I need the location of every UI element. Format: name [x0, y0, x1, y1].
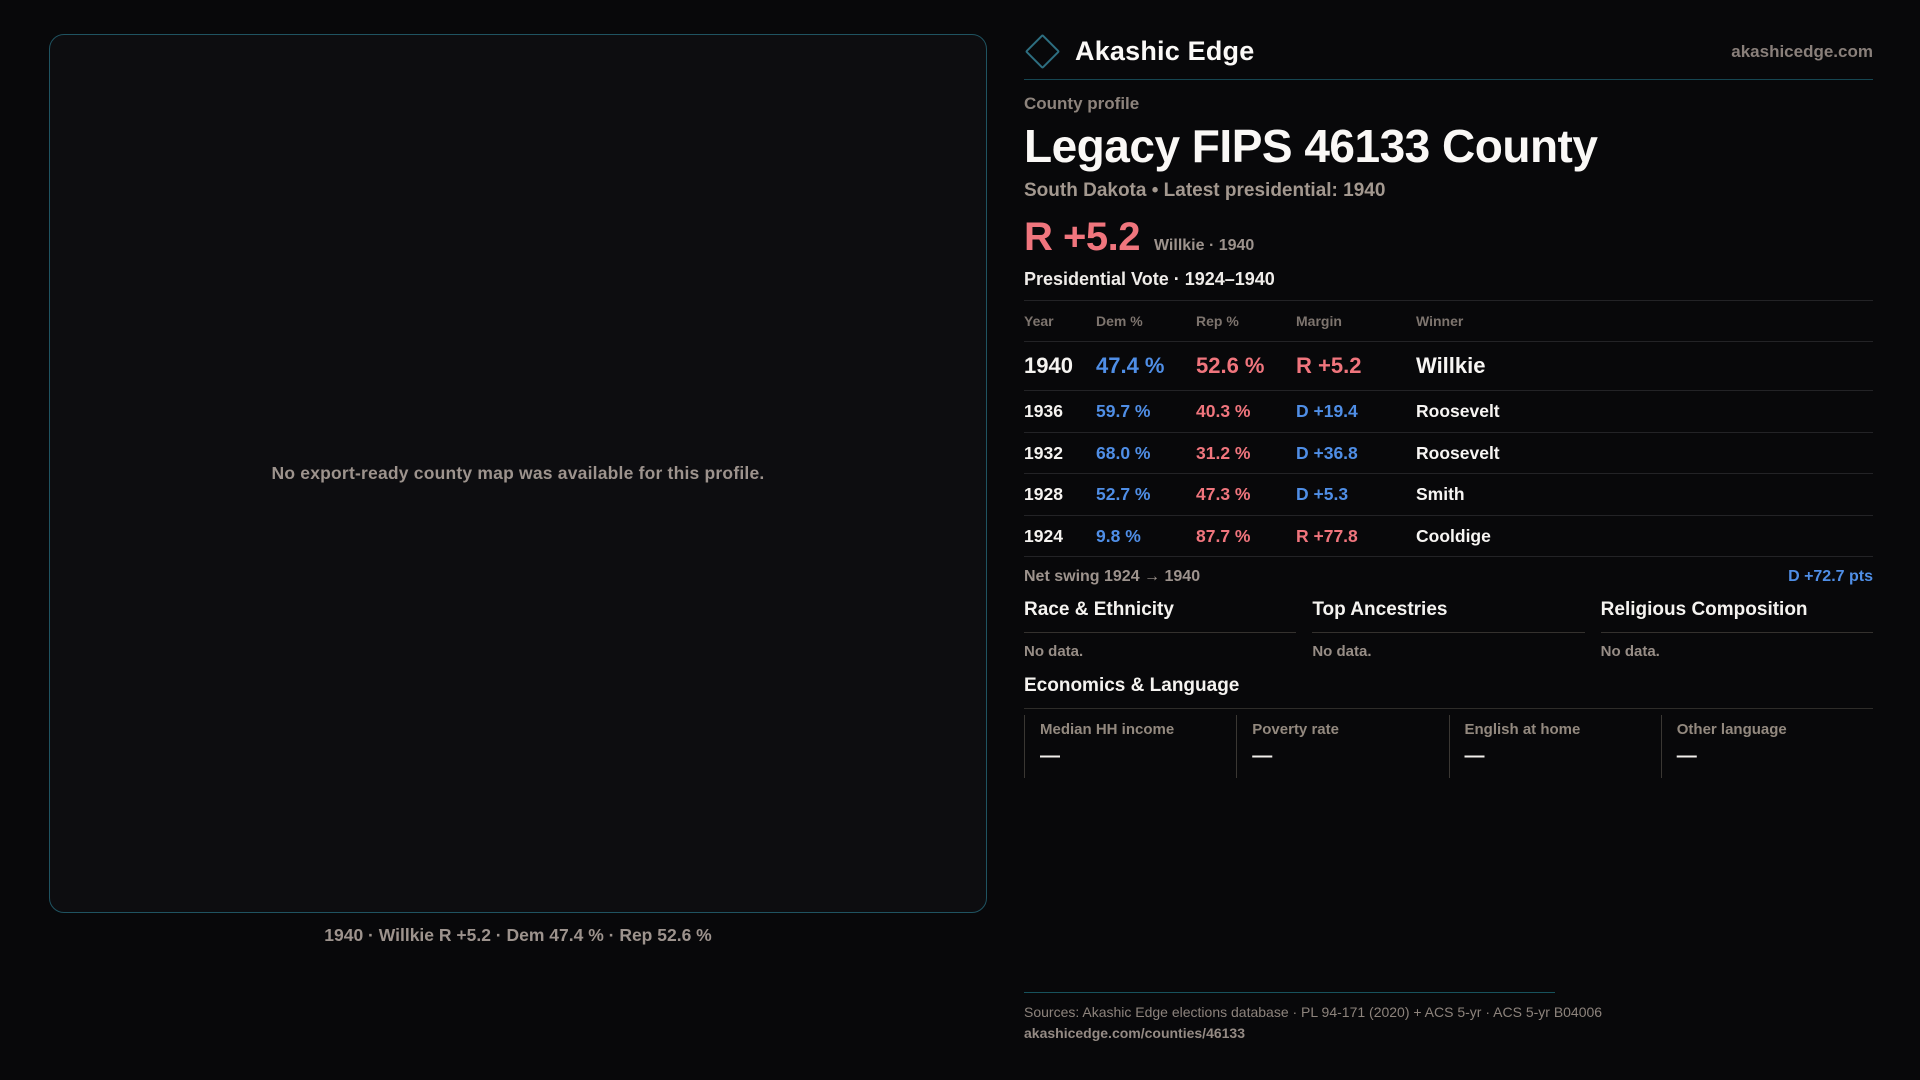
county-profile-panel [1024, 0, 1873, 1080]
stat-english-at-home [1449, 715, 1661, 778]
section-empty-text: No data. [1024, 643, 1084, 661]
dem-cell: 68.0 % [1096, 442, 1151, 463]
col-header-dem: Dem % [1096, 313, 1143, 330]
vote-table-title: Presidential Vote · 1924–1940 [1024, 268, 1275, 289]
col-header-winner: Winner [1416, 313, 1464, 330]
page-footer [1024, 992, 1873, 1041]
rep-cell: 31.2 % [1196, 442, 1251, 463]
rep-cell: 40.3 % [1196, 401, 1251, 422]
dem-cell: 52.7 % [1096, 484, 1151, 505]
margin-cell: R +77.8 [1296, 525, 1358, 546]
rep-cell: 47.3 % [1196, 484, 1251, 505]
brand-name: Akashic Edge [1075, 36, 1255, 66]
page-subtitle: South Dakota • Latest presidential: 1940 [1024, 179, 1386, 201]
county-map-panel [49, 34, 987, 913]
margin-cell: D +19.4 [1296, 401, 1358, 422]
sources-text: Sources: Akashic Edge elections database · PL 94-171 (2020) + ACS 5-yr · ACS 5-yr B04006 [1024, 1004, 1603, 1020]
col-header-margin: Margin [1296, 313, 1342, 330]
diamond-logo-icon [1025, 34, 1060, 69]
presidential-vote-table [1024, 300, 1873, 558]
page-title: Legacy FIPS 46133 County [1024, 120, 1598, 172]
section-title: Race & Ethnicity [1024, 599, 1296, 633]
dem-cell: 59.7 % [1096, 401, 1151, 422]
net-swing-row [1024, 557, 1873, 596]
section-race-ethnicity [1024, 599, 1296, 660]
margin-cell: D +5.3 [1296, 484, 1349, 505]
year-cell: 1940 [1024, 353, 1073, 379]
latest-margin-detail: Willkie · 1940 [1153, 236, 1255, 254]
latest-margin-value: R +5.2 [1024, 214, 1140, 259]
brand-header [1024, 36, 1873, 67]
map-placeholder-text: No export-ready county map was available for this profile. [271, 463, 765, 483]
stat-label: Poverty rate [1252, 721, 1339, 739]
section-empty-text: No data. [1600, 643, 1660, 661]
stat-poverty-rate [1236, 715, 1448, 778]
stat-value: — [1464, 745, 1485, 768]
demographics-sections [1024, 599, 1873, 660]
margin-cell: D +36.8 [1296, 442, 1358, 463]
stat-label: English at home [1464, 721, 1581, 739]
year-cell: 1928 [1024, 484, 1063, 505]
table-row [1024, 433, 1873, 475]
stat-value: — [1040, 745, 1060, 768]
brand-domain: akashicedge.com [1731, 41, 1873, 61]
stat-label: Other language [1676, 721, 1787, 739]
table-row [1024, 342, 1873, 391]
economics-stats [1024, 715, 1873, 778]
stat-value: — [1676, 745, 1697, 768]
permalink-url[interactable]: akashicedge.com/counties/46133 [1024, 1025, 1245, 1041]
stat-median-hh-income [1024, 715, 1236, 778]
rep-cell: 87.7 % [1196, 525, 1251, 546]
winner-cell: Smith [1416, 484, 1465, 505]
dem-cell: 9.8 % [1096, 525, 1141, 546]
profile-eyebrow: County profile [1024, 94, 1140, 113]
net-swing-label: Net swing 1924 → 1940 [1024, 568, 1201, 586]
winner-cell: Roosevelt [1416, 442, 1500, 463]
header-divider [1024, 79, 1873, 80]
economics-section-title: Economics & Language [1024, 675, 1873, 709]
section-empty-text: No data. [1312, 643, 1372, 661]
winner-cell: Cooldige [1416, 525, 1491, 546]
stat-label: Median HH income [1040, 721, 1175, 739]
stat-value: — [1252, 745, 1273, 768]
table-row [1024, 474, 1873, 516]
winner-cell: Willkie [1416, 353, 1486, 379]
winner-cell: Roosevelt [1416, 401, 1500, 422]
section-title: Religious Composition [1601, 599, 1873, 633]
table-header-row [1024, 301, 1873, 343]
dem-cell: 47.4 % [1096, 353, 1165, 379]
stat-other-language [1661, 715, 1873, 778]
latest-margin-headline [1024, 215, 1873, 260]
rep-cell: 52.6 % [1196, 353, 1265, 379]
section-title: Top Ancestries [1312, 599, 1584, 633]
year-cell: 1924 [1024, 525, 1063, 546]
section-top-ancestries [1312, 599, 1584, 660]
net-swing-value: D +72.7 pts [1788, 568, 1873, 586]
year-cell: 1932 [1024, 442, 1063, 463]
year-cell: 1936 [1024, 401, 1063, 422]
table-row [1024, 516, 1873, 558]
table-row [1024, 391, 1873, 433]
col-header-rep: Rep % [1196, 313, 1239, 330]
col-header-year: Year [1024, 313, 1054, 330]
map-caption: 1940 · Willkie R +5.2 · Dem 47.4 % · Rep 52.6 % [324, 925, 712, 945]
footer-divider [1024, 992, 1555, 993]
section-religious-composition [1601, 599, 1873, 660]
margin-cell: R +5.2 [1296, 353, 1362, 379]
